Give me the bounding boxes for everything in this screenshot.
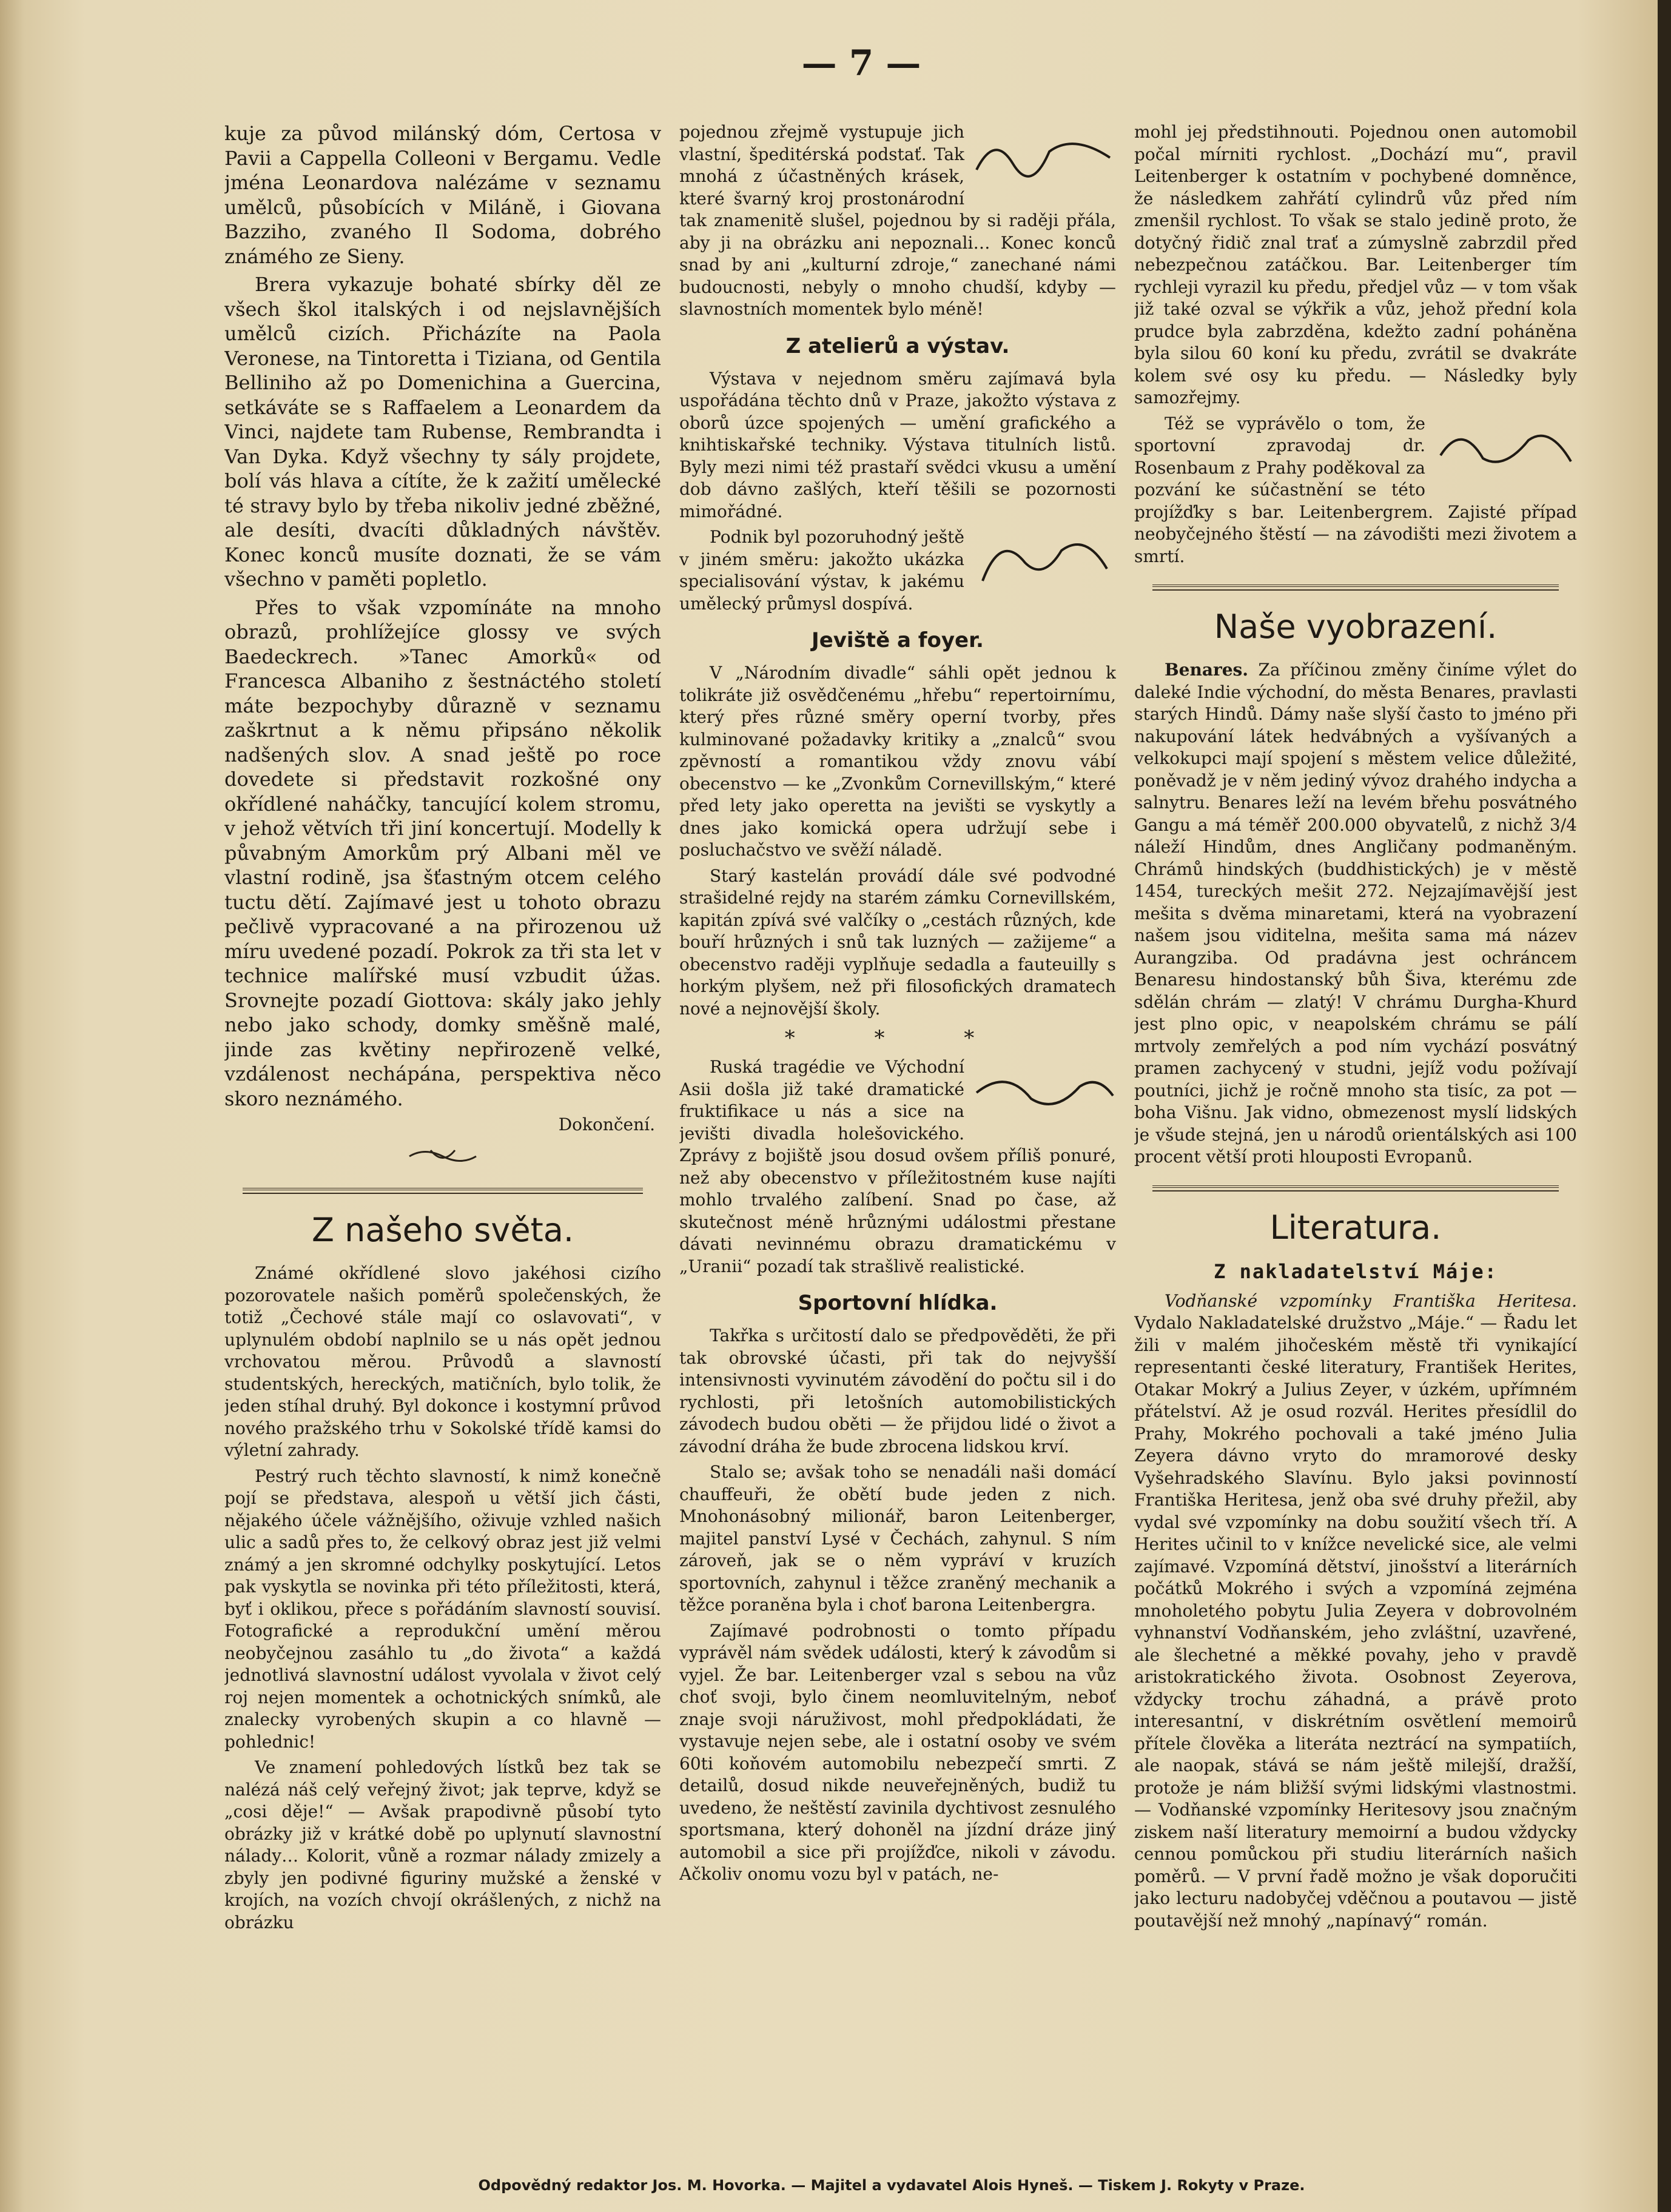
subheading: Z nakladatelství Máje: <box>1214 1259 1498 1283</box>
paragraph: V „Národním divadle“ sáhli opět jednou k tolikráte již osvědčenému „hřebu“ repertoirnímu, který přes různé směry operní tvorby, přes kulminované požadavky kritiky a „znalců“ svou zpěvností a romantikou vždy znovu vábí obecenstvo — ke „Zvonkům Cornevillským,“ které před lety jako operetta na jevišti se vyskytly a dnes jako komická opera udržují sebe i posluchačstvo ve svěží náladě. <box>679 663 1116 860</box>
section-divider <box>243 1188 643 1194</box>
paragraph: Starý kastelán provádí dále své podvodné strašidelné rejdy na starém zámku Cornevillském, kapitán zpívá své valčíky o „cestách různých, kde bouří hrůzných i snů tak luzných — zažijeme“ a obecenstvo raději vyplňuje sedadla a fauteuilly s horkým plyšem, než při filosofických dramatech nové a nejnovější školy. <box>679 865 1116 1019</box>
section-heading: Z atelierů a výstav. <box>785 333 1010 358</box>
paragraph <box>1134 1290 1577 1932</box>
signature-image <box>1431 413 1577 480</box>
ornament-icon <box>224 1144 661 1171</box>
paragraph-text: Vydalo Nakladatelské družstvo „Máje.“ — Řadu let žili v malém jihočeském městě tři vynikající representanti české literatury, František Herites, Otakar Mokrý a Julius Zeyer, v úzkém, upřímném přátelství. Až je osud rozvál. Herites přesídlil do Prahy, Mokrého pochovali a také jméno Julia Zeyera dávno vryto do mramorové desky Vyšehradského Slavínu. Bylo jaksi povinností Františka Heritesa, jenž oba své druhy přežil, aby vydal své vzpomínky na dobu soužití všech tří. A Herites učinil to v knížce nevelické sice, ale velmi zajímavé. Vzpomíná dětství, jinošství a literárních počátků Mokrého i svých a vzpomíná zejména mnoholetého pobytu Julia Zeyera v dobrovolném vyhnanství Vodňanském, jeho zvláštní, uzavřené, ale šlechetné a měkké povahy, jeho v pravdě aristokratického života. Osobnost Zeyerova, vždycky trochu záhadná, a právě proto interesantní, v diskrétním osvětlení memoirů přítele člověka a literáta neztrácí na sympatiích, ale naopak, stává se nám ještě milejší, dražší, protože je nám bližší svými lidskými vlastnostmi. — Vodňanské vzpomínky Heritesovy jsou značným ziskem naší literatury memoirní a budou vždycky cennou pomůckou při studiu literárních našich poměrů. — V první řadě možno je však doporučiti jako lecturu nadobyčej vděčnou a poutavou — jistě poutavější než mnohý „napínavý“ román. <box>1134 1313 1577 1931</box>
paragraph: Brera vykazuje bohaté sbírky děl ze všech škol italských i od nejslavnějších umělců cizích. Přicházíte na Paola Veronese, na Tintoretta i Tiziana, od Gentila Belliniho až po Domenichina a Guercina, setkáváte se s Raffaelem a Leonardem da Vinci, najdete tam Rubense, Rembrandta i Van Dyka. Když všechny ty sály projdete, bolí vás hlava a cítíte, že k zažití umělecké té stravy bylo by třeba nikoliv jedné zběžné, ale desíti, dvacíti důkladných návštěv. Konec konců musíte doznati, že se vám všechno v paměti popletlo. <box>224 273 661 591</box>
section-heading: Jeviště a foyer. <box>812 628 984 652</box>
paragraph: kuje za původ milánský dóm, Certosa v Pavii a Cappella Colleoni v Bergamu. Vedle jména Leonardova nalézáme v seznamu umělců, působících v Miláně, i Giovana Bazziho, zvaného Il Sodoma, dobrého známého ze Sieny. <box>224 122 661 268</box>
paragraph-text: Ruská tragédie ve Východní Asii došla již také dramatické fruktifikace u nás a sice na jevišti divadla holešovického. Zprávy z bojiště jsou dosud ovšem příliš ponuré, než aby obecenstvo v příležitostném kuse najíti mohlo trvalého zalíbení. Snad po čase, až skutečnost méně hrůznými událostmi přestane dávati nevinnému obrazu dramatickému v „Uranii“ pozadí tak strašlivě realistické. <box>679 1057 1116 1276</box>
section-divider <box>1152 1185 1559 1191</box>
paragraph: Přes to však vzpomínáte na mnoho obrazů, prohlížejíce glossy ve svých Baedeckrech. »Tanec Amorků« od Francesca Albaniho z šestnáctého století máte bezpochyby důrazně v seznamu zaškrtnut a k němu připsáno několik nadšených slov. A snad ještě po roce dovedete si představit rozkošné ony okřídlené naháčky, tancující kolem stromu, v jehož větvích tři jiní koncertují. Modelly k půvabným Amorkům prý Albani měl ve vlastní rodině, jsa šťastným otcem celého tuctu dětí. Zajímavé jest u tohoto obrazu pečlivě vypracované a na přirozenou už míru uvedené pozadí. Pokrok za tři sta let v technice malířské musí vzbudit úžas. Srovnejte pozadí Giottova: skály jako jehly nebo jako schody, domky směšně malé, jinde zas květiny nepřirozeně velké, vzdálenost nechápána, perspektiva něco skoro neznámého. <box>224 595 661 1110</box>
section-divider <box>1152 585 1559 591</box>
continuation-note: Dokončení. <box>558 1114 655 1134</box>
paragraph: Takřka s určitostí dalo se předpověděti, že při tak obrovské účasti, při tak do nejvyšší intensivnosti vyvinutém závodění do počtu sil i do rychlosti, při letošních automobilistických závodech budou oběti — že přijdou lidé o život a závodní dráha že bude zbrocena lidskou krví. <box>679 1326 1116 1456</box>
paragraph <box>679 1056 1116 1278</box>
paragraph <box>679 121 1116 321</box>
paragraph <box>1134 659 1577 1168</box>
column-3 <box>1134 121 1577 2049</box>
paragraph: Výstava v nejednom směru zajímavá byla uspořádána těchto dnů v Praze, jakožto výstava z oborů úzce spojených — umění grafického a knihtiskařské techniky. Výstava titulních listů. Byly mezi nimi též prastaří svědci vkusu a umění dob dávno zašlých, kteří těšili se pozornosti mimořádné. <box>679 368 1116 521</box>
signature-image <box>970 1056 1116 1123</box>
paragraph: Zajímavé podrobnosti o tomto případu vyprávěl nám svědek události, který k závodům si vyjel. Že bar. Leitenberger vzal s sebou na vůz choť svoji, bylo činem neomluvitelným, neboť znaje svoji náruživost, mohl předpokládati, že vystavuje nejen sebe, ale i ostatní osoby ve svém 60ti koňovém automobilu nebezpečí smrti. Z detailů, dosud nikde neuveřejněných, budiž tu uvedeno, že neštěstí zavinila dychtivost zesnulého sportsmana, který dohoněl na jízdní dráze jiný automobil a sice při projížďce, nikoli v závodu. Ačkoliv onomu vozu byl v patách, ne- <box>679 1620 1116 1884</box>
paragraph: Ve znamení pohledových lístků bez tak se nalézá náš celý veřejný život; jak teprve, když se „cosi děje!“ — Avšak prapodivně působí tyto obrázky již v krátké době po uplynutí slavnostní nálady… Kolorit, vůně a rozmar nálady zmizely a zbyly jen podivné figuriny mužské a ženské v krojích, na vozích chvojí okrášlených, z nichž na obrázku <box>224 1757 661 1932</box>
paragraph <box>1134 413 1577 568</box>
paragraph-text: Též se vyprávělo o tom, že sportovní zpravodaj dr. Rosenbaum z Prahy poděkoval za pozvání ke súčastnění se této projížďky s bar. Leitenbergrem. Zajisté případ neobyčejného štěstí — na závodišti mezi životem a smrtí. <box>1134 413 1577 566</box>
section-heading: Sportovní hlídka. <box>798 1291 998 1315</box>
page-number: — 7 — <box>801 42 921 84</box>
paragraph-label: Benares. <box>1165 660 1249 680</box>
signature-image <box>970 121 1116 188</box>
paragraph <box>679 526 1116 615</box>
book-title: Vodňanské vzpomínky Františka Heritesa. <box>1165 1290 1577 1311</box>
column-2 <box>679 121 1116 2049</box>
paragraph-text: pojednou zřejmě vystupuje jich vlastní, špeditérská podstať. Tak mnohá z účastněných krásek, které švarný kroj prostonárodní tak znamenitě slušel, pojednou by si raději přála, aby ji na obrázku ani nepoznali… Konec konců snad by ani „kulturní zdroje,“ zanechané námi budoucnosti, nebyly o mnoho chudší, kdyby — slavnostních momentek bylo méně! <box>679 122 1116 319</box>
signature-image <box>970 526 1116 593</box>
section-separator: * * * <box>784 1026 1011 1050</box>
section-heading: Z našeho světa. <box>312 1211 574 1249</box>
paragraph: Pestrý ruch těchto slavností, k nimž konečně pojí se představa, alespoň u větší jich části, nějakého účele vážnějšího, oživuje vzhled našich ulic a sadů přes to, že celkový obraz jest již velmi známý a jen skromné odchylky poskytující. Letos pak vyskytla se novinka při této příležitosti, která, byť i oklikou, přece s pořádáním slavností souvisí. Fotografické a reprodukční umění měrou neobyčejnou zasáhlo tu „do života“ a každá jednotlivá slavnostní událost vyvolala v život celý roj nejen momentek a ochotnických snímků, ale znalecky vyrobených skupin a co hlavně — pohlednic! <box>224 1466 661 1752</box>
paragraph: mohl jej předstihnouti. Pojednou onen automobil počal mírniti rychlost. „Dochází mu“, pravil Leitenberger k ostatním v pochybené domněnce, že následkem zahřátí cylindrů vůz před ním zmenšil rychlost. To však se stalo jedině proto, že dotyčný řidič znal trať a zúmyslně zabrzdil před nebezpečnou zatáčkou. Bar. Leitenberger tím rychleji vyrazil ku předu, předjel vůz — v tom však již také ozval se výkřik a vůz, jehož přední kola prudce byla zabrzděna, kdežto zadní poháněna byla silou 60 koní ku předu, zvrátil se dvakráte kolem své osy ku předu. — Následky byly samozřejmy. <box>1134 122 1577 407</box>
section-heading: Naše vyobrazení. <box>1214 608 1498 646</box>
binding-edge <box>1658 0 1671 2212</box>
paragraph-text: Za příčinou změny činíme výlet do daleké Indie východní, do města Benares, pravlasti starých Hindů. Dámy naše slyší často to jméno při nakupování látek hedvábných a vyšívaných a velkokupci mají spojení s městem velice důležité, poněvadž je v něm jediný vývoz drahého indycha a salnytru. Benares leží na levém břehu posvátného Gangu a má téměř 200.000 obyvatelů, z nichž 3/4 náleží Hindům, dnes Angličany podmaněným. Chrámů hindských (buddhistických) je v městě 1454, tureckých mešit 272. Nejzajímavější jest mešita s dvěma minaretami, která na vyobrazení našem jsou viditelna, mešita sama má název Aurangziba. Od pradávna jest ochráncem Benaresu hindostanský bůh Šiva, kterému zde sdělán chrám — zlatý! V chrámu Durgha-Khurd jest plno opic, v neapolském chrámu se pálí mrtvoly zemřelých a pod ním vychází posvátný pramen zachycený v studni, jejíž vodu požívají poutníci, jichž je ročně mnoho sta tisíc, za pot — boha Višnu. Jak vidno, obmezenost myslí lidských je všude stejná, jen u národů orientálských asi 100 procent větší proti hlouposti Evropanů. <box>1134 660 1577 1167</box>
paragraph: Stalo se; avšak toho se nenadáli naši domácí chauffeuři, že obětí bude jeden z nich. Mnohonásobný milionář, baron Leitenberger, majitel panství Lysé v Čechách, zahynul. S ním zároveň, jak se o něm vypráví v kruzích sportovních, zahynul i těžce zraněný mechanik a těžce poraněna byla i choť barona Leitenbergra. <box>679 1462 1116 1615</box>
section-heading: Literatura. <box>1269 1208 1442 1247</box>
imprint-footer: Odpovědný redaktor Jos. M. Hovorka. — Majitel a vydavatel Alois Hyneš. — Tiskem J. Rokyty v Praze. <box>478 2177 1305 2194</box>
paragraph: Známé okřídlené slovo jakéhosi cizího pozorovatele našich poměrů společenských, že totiž „Čechové stále mají co oslavovati“, v uplynulém období naplnilo se u nás opět jednou vrchovatou měrou. Průvodů a slavností studentských, hereckých, matičních, bylo tolik, že jeden stíhal druhý. Byl dokonce i kostymní průvod nového pražského trhu v Sokolské třídě kamsi do výletní zahrady. <box>224 1263 661 1460</box>
column-1 <box>224 121 661 2049</box>
paragraph-text: Podnik byl pozoruhodný ještě v jiném směru: jakožto ukázka specialisování výstav, k jakému umělecký průmysl dospívá. <box>679 527 964 614</box>
